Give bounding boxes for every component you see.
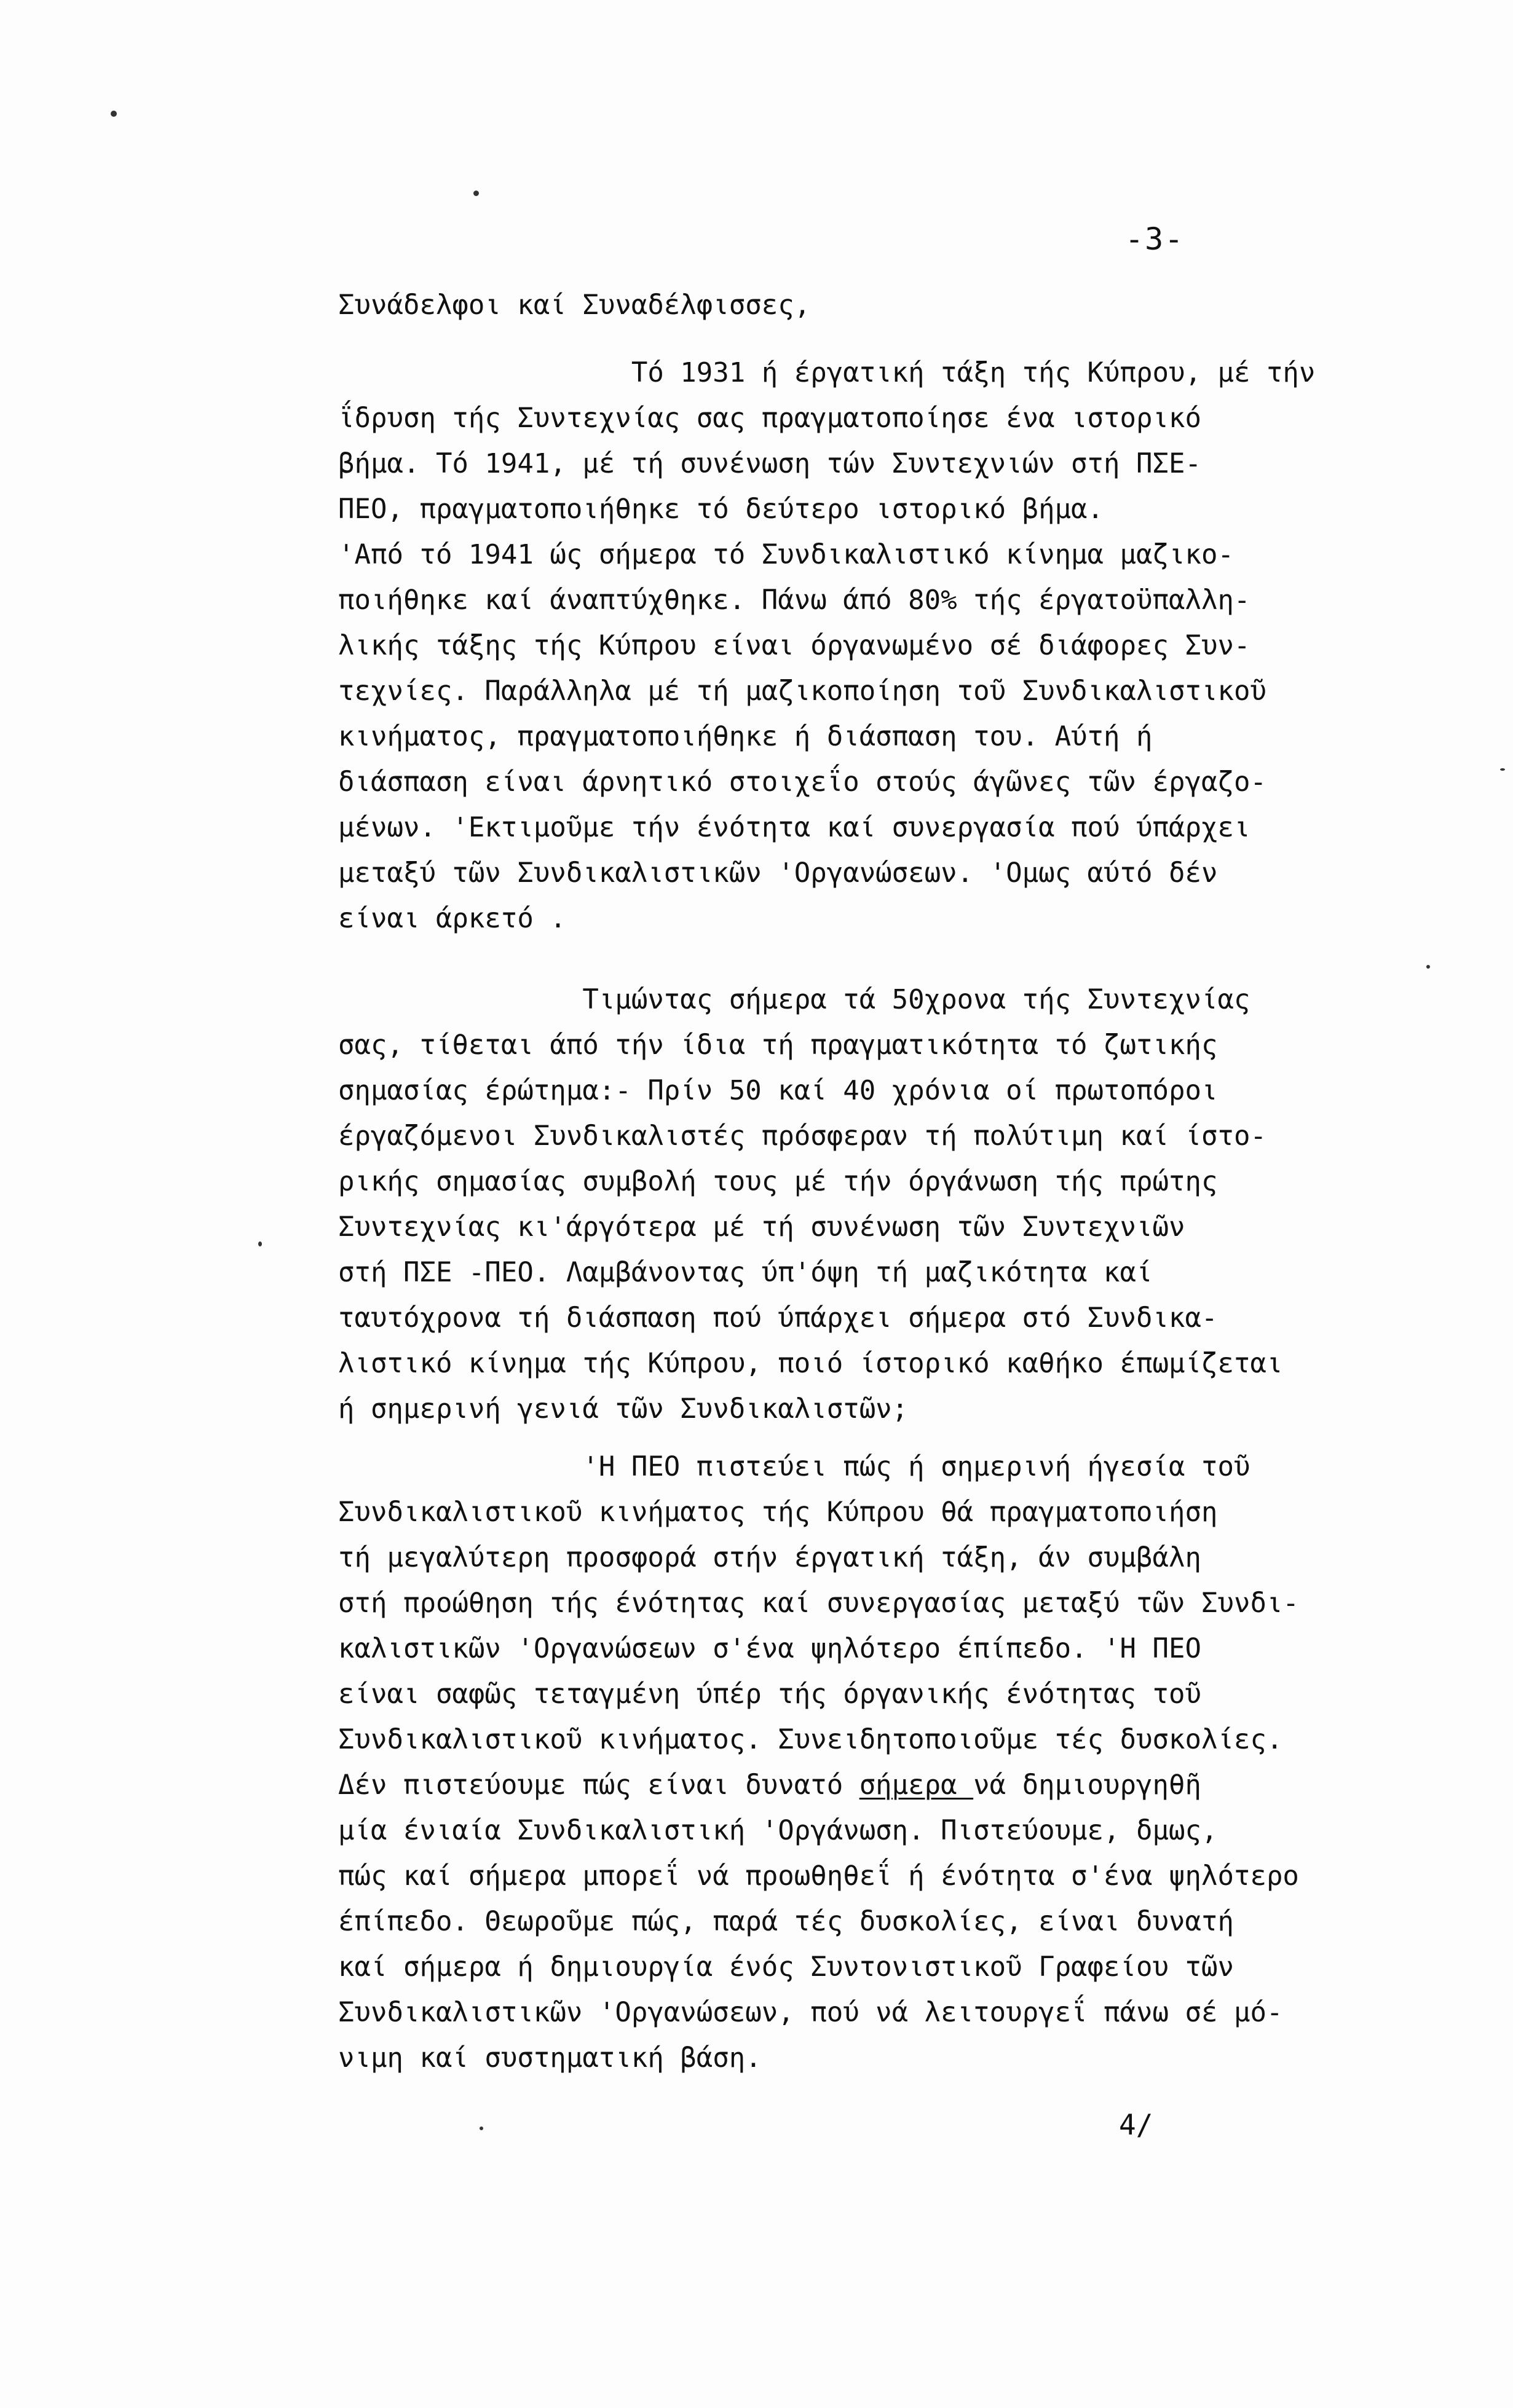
continuation-marker: 4/ <box>1119 2108 1153 2141</box>
text-line: ΠΕΟ, πραγματοποιήθηκε τό δεύτερο ιστορικό βήμα. <box>338 494 1104 525</box>
text-line: τεχνίες. Παράλληλα μέ τή μαζικοποίηση τοῦ Συνδικαλιστικοῦ <box>338 675 1266 707</box>
text-line: πώς καί σήμερα μπορεΐ νά προωθηθεΐ ή ένότητα σ'ένα ψηλότερο <box>338 1860 1299 1892</box>
text-line: Συνδικαλιστικῶν 'Οργανώσεων, πού νά λειτουργεΐ πάνω σέ μό- <box>338 1997 1283 2028</box>
text-line: λιστικό κίνημα τής Κύπρου, ποιό ίστορικό καθήκο έπωμίζεται <box>338 1348 1283 1379</box>
scan-speck <box>473 191 479 196</box>
text-line: στή ΠΣΕ -ΠΕΟ. Λαμβάνοντας ύπ'όψη τή μαζικότητα καί <box>338 1257 1153 1288</box>
text-line: ταυτόχρονα τή διάσπαση πού ύπάρχει σήμερα στό Συνδικα- <box>338 1302 1218 1334</box>
scan-speck <box>258 1241 262 1246</box>
text-line: καλιστικῶν 'Οργανώσεων σ'ένα ψηλότερο έπίπεδο. 'Η ΠΕΟ <box>338 1633 1201 1664</box>
text-line: καί σήμερα ή δημιουργία ένός Συντονιστικοῦ Γραφείου τῶν <box>338 1951 1234 1983</box>
text-line: ή σημερινή γενιά τῶν Συνδικαλιστῶν; <box>338 1393 909 1425</box>
text-line: λικής τάξης τής Κύπρου είναι όργανωμένο σέ διάφορες Συν- <box>338 630 1250 661</box>
text-line: Τιμώντας σήμερα τά 50χρονα τής Συντεχνίας <box>338 984 1250 1015</box>
text-line: στή προώθηση τής ένότητας καί συνεργασίας μεταξύ τῶν Συνδι- <box>338 1588 1299 1619</box>
scan-speck <box>480 2127 483 2130</box>
scan-speck <box>1500 768 1505 771</box>
paragraph-2 <box>338 977 1463 1432</box>
text-line: ποιήθηκε καί άναπτύχθηκε. Πάνω άπό 80% τής έργατοϋπαλλη- <box>338 584 1250 616</box>
underlined-word: σήμερα <box>859 1769 974 1801</box>
text-line: είναι άρκετό . <box>338 903 566 934</box>
scan-speck <box>1426 965 1430 969</box>
text-line: 'Η ΠΕΟ πιστεύει πώς ή σημερινή ήγεσία τοῦ <box>338 1451 1250 1482</box>
text-line: ΐδρυση τής Συντεχνίας σας πραγματοποίησε ένα ιστορικό <box>338 403 1201 434</box>
text-line-with-underline <box>338 1763 1463 1808</box>
text-line: μεταξύ τῶν Συνδικαλιστικῶν 'Οργανώσεων. 'Ομως αύτό δέν <box>338 857 1218 889</box>
text-line: είναι σαφῶς τεταγμένη ύπέρ τής όργανικής ένότητας τοῦ <box>338 1678 1201 1710</box>
text-line: μένων. 'Εκτιμοῦμε τήν ένότητα καί συνεργασία πού ύπάρχει <box>338 812 1250 843</box>
page-number: -3- <box>1125 221 1185 257</box>
text-line: Συνδικαλιστικοῦ κινήματος. Συνειδητοποιοῦμε τές δυσκολίες. <box>338 1724 1283 1755</box>
text-line: έργαζόμενοι Συνδικαλιστές πρόσφεραν τή πολύτιμη καί ίστο- <box>338 1120 1266 1152</box>
text-segment: νά δημιουργηθῆ <box>973 1769 1201 1801</box>
text-line: διάσπαση είναι άρνητικό στοιχεΐο στούς άγῶνες τῶν έργαζο- <box>338 766 1266 798</box>
scan-speck <box>111 111 117 117</box>
text-line: Συνδικαλιστικοῦ κινήματος τής Κύπρου θά πραγματοποιήση <box>338 1497 1218 1528</box>
text-segment: Δέν πιστεύουμε πώς είναι δυνατό <box>338 1769 859 1801</box>
text-line: ρικής σημασίας συμβολή τους μέ τήν όργάνωση τής πρώτης <box>338 1166 1218 1197</box>
text-line: μία ένιαία Συνδικαλιστική 'Οργάνωση. Πιστεύουμε, δμως, <box>338 1815 1218 1846</box>
text-line: σημασίας έρώτημα:- Πρίν 50 καί 40 χρόνια οί πρωτοπόροι <box>338 1075 1218 1106</box>
text-line: Τό 1931 ή έργατική τάξη τής Κύπρου, μέ τήν <box>338 357 1316 388</box>
text-line: κινήματος, πραγματοποιήθηκε ή διάσπαση του. Αύτή ή <box>338 721 1153 752</box>
text-line: Συντεχνίας κι'άργότερα μέ τή συνένωση τῶν Συντεχνιῶν <box>338 1211 1185 1243</box>
text-line: νιμη καί συστηματική βάση. <box>338 2042 762 2074</box>
text-line: έπίπεδο. Θεωροῦμε πώς, παρά τές δυσκολίες, είναι δυνατή <box>338 1906 1234 1937</box>
paragraph-3 <box>338 1444 1463 2081</box>
text-line: τή μεγαλύτερη προσφορά στήν έργατική τάξη, άν συμβάλη <box>338 1542 1201 1573</box>
text-line: βήμα. Τό 1941, μέ τή συνένωση τών Συντεχνιών στή ΠΣΕ- <box>338 448 1201 479</box>
paragraph-1 <box>338 350 1463 942</box>
text-line: 'Από τό 1941 ώς σήμερα τό Συνδικαλιστικό κίνημα μαζικο- <box>338 539 1234 570</box>
text-line: σας, τίθεται άπό τήν ίδια τή πραγματικότητα τό ζωτικής <box>338 1029 1218 1061</box>
salutation: Συνάδελφοι καί Συναδέλφισσες, <box>338 289 811 321</box>
